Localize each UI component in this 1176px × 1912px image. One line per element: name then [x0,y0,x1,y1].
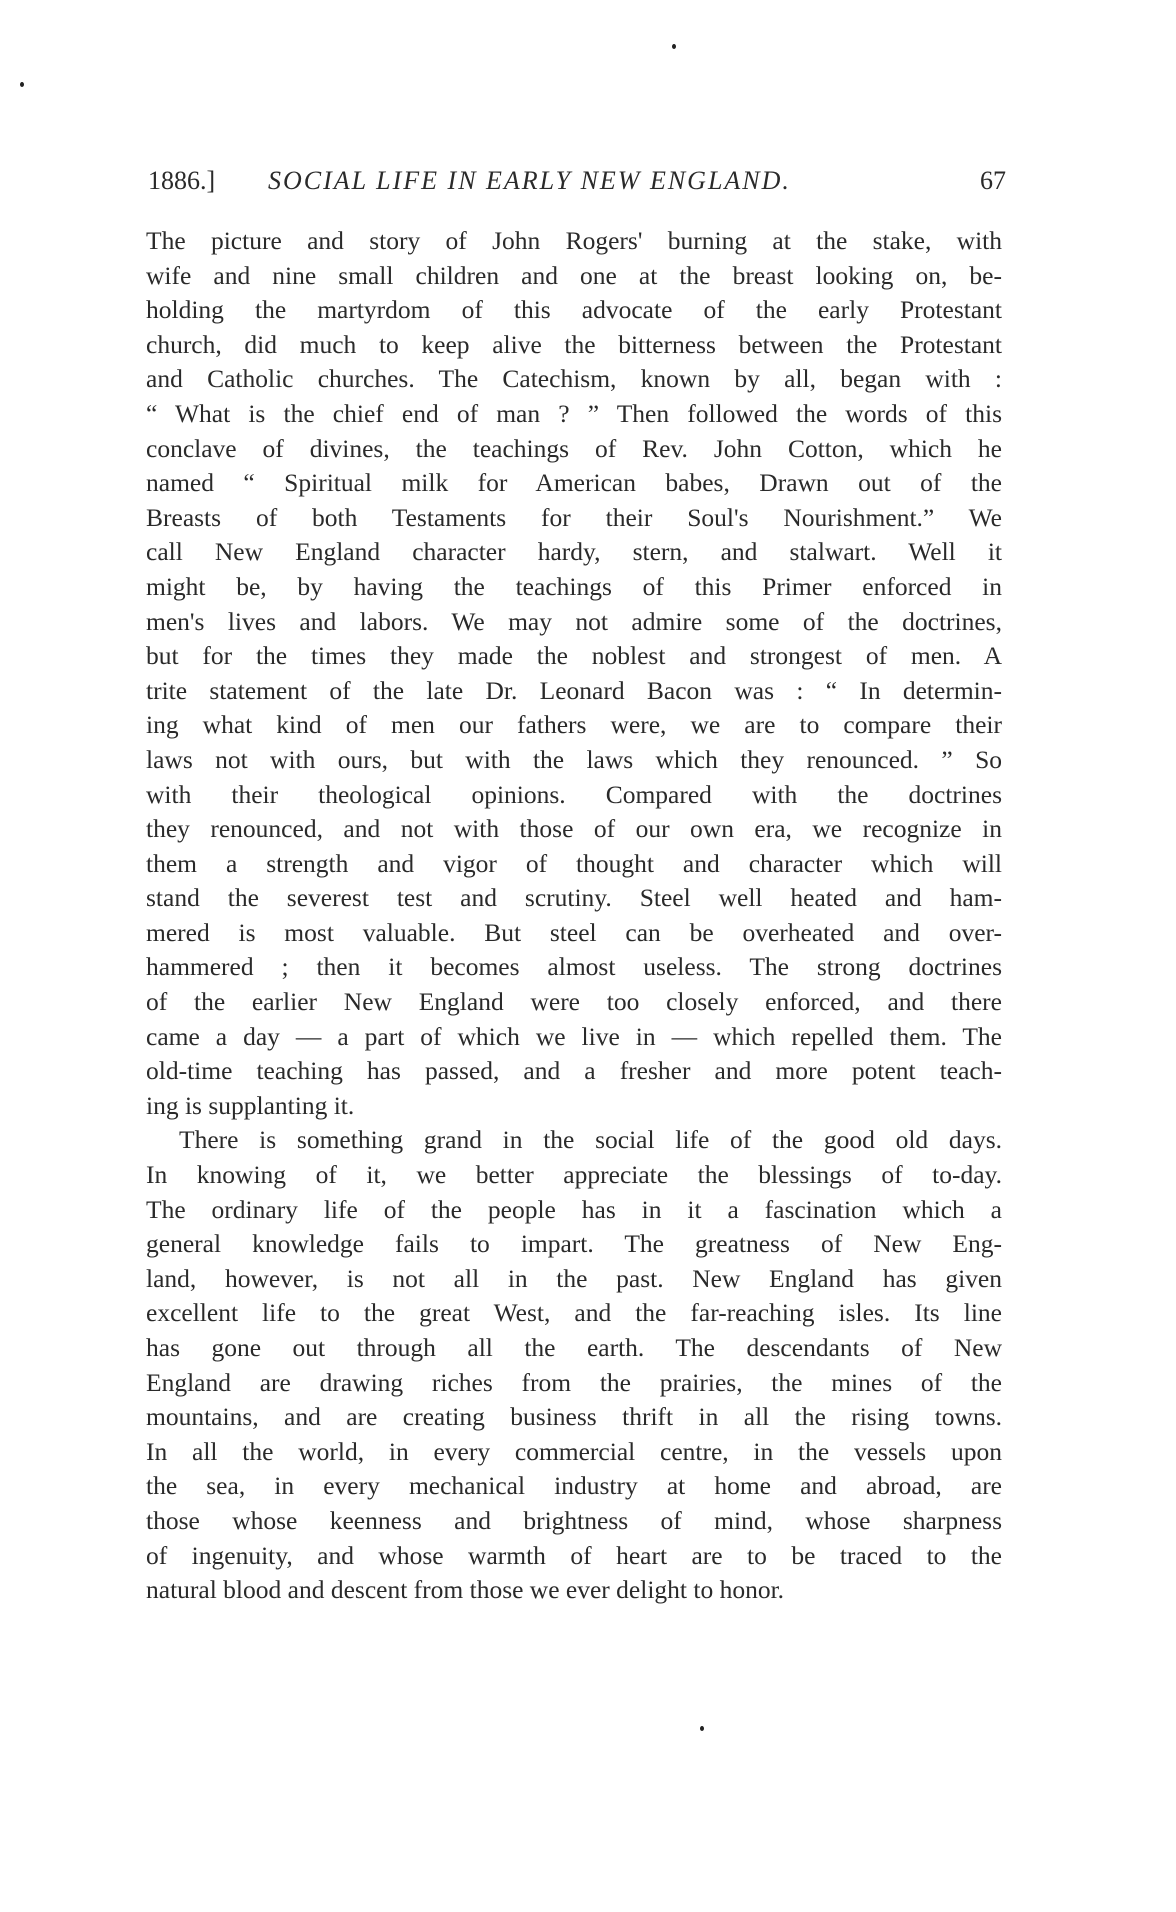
text-line: church, did much to keep alive the bitterness between the Protestant [146,329,1002,359]
text-line: England are drawing riches from the prairies, the mines of the [146,1367,1002,1397]
paragraph [146,224,1002,1123]
print-speck [700,1726,704,1731]
text-line: ing is supplanting it. [146,1090,355,1120]
text-line: Breasts of both Testaments for their Soul's Nourishment.” We [146,502,1002,532]
print-speck [672,44,676,49]
text-line: hammered ; then it becomes almost useless. The strong doctrines [146,952,1002,982]
text-line: holding the martyrdom of this advocate of the early Protestant [146,295,1002,325]
text-line: call New England character hardy, stern, and stalwart. Well it [146,537,1002,567]
text-line: but for the times they made the noblest and strongest of men. A [146,641,1002,671]
text-line: trite statement of the late Dr. Leonard Bacon was : “ In determin- [146,675,1002,705]
text-line: the sea, in every mechanical industry at home and abroad, are [146,1471,1002,1501]
text-line: has gone out through all the earth. The descendants of New [146,1333,1002,1362]
text-line: The picture and story of John Rogers' burning at the stake, with [146,226,1002,255]
text-line: with their theological opinions. Compared with the doctrines [146,779,1002,809]
text-line: There is something grand in the social life of the good old days. [179,1125,1002,1155]
text-line: and Catholic churches. The Catechism, known by all, began with : [146,364,1002,394]
header-year: 1886.] [148,166,216,195]
text-line: of ingenuity, and whose warmth of heart are to be traced to the [146,1540,1002,1570]
page-number: 67 [980,166,1006,195]
running-header [148,163,1006,199]
text-line: stand the severest test and scrutiny. Steel well heated and ham- [146,883,1002,913]
print-speck [20,82,24,87]
text-line: natural blood and descent from those we ever delight to honor. [146,1575,785,1605]
text-line: came a day — a part of which we live in — which repelled them. The [146,1021,1002,1051]
text-line: conclave of divines, the teachings of Rev. John Cotton, which he [146,433,1002,463]
text-line: The ordinary life of the people has in it a fascination which a [146,1194,1002,1224]
text-line: of the earlier New England were too closely enforced, and there [146,987,1002,1017]
text-line: “ What is the chief end of man ? ” Then followed the words of this [146,398,1002,428]
text-line: named “ Spiritual milk for American babes, Drawn out of the [146,468,1002,498]
text-line: laws not with ours, but with the laws which they renounced. ” So [146,744,1002,774]
text-line: In all the world, in every commercial centre, in the vessels upon [146,1436,1002,1466]
text-line: old-time teaching has passed, and a fresher and more potent teach- [146,1056,1002,1086]
text-line: men's lives and labors. We may not admire some of the doctrines, [146,606,1002,636]
text-line: those whose keenness and brightness of mind, whose sharpness [146,1505,1002,1535]
text-line: general knowledge fails to impart. The greatness of New Eng- [146,1229,1002,1259]
text-line: they renounced, and not with those of our own era, we recognize in [146,814,1002,844]
text-line: wife and nine small children and one at the breast looking on, be- [146,260,1002,290]
text-line: mountains, and are creating business thrift in all the rising towns. [146,1402,1002,1432]
text-line: ing what kind of men our fathers were, we are to compare their [146,710,1002,740]
text-line: In knowing of it, we better appreciate the blessings of to-day. [146,1160,1002,1190]
paragraph [146,1123,1002,1607]
text-line: land, however, is not all in the past. New England has given [146,1263,1002,1293]
text-line: excellent life to the great West, and the far-reaching isles. Its line [146,1298,1002,1328]
text-line: them a strength and vigor of thought and character which will [146,848,1002,878]
body-text [146,224,1002,1608]
running-title: SOCIAL LIFE IN EARLY NEW ENGLAND. [268,166,791,195]
text-line: mered is most valuable. But steel can be overheated and over- [146,917,1002,947]
text-line: might be, by having the teachings of this Primer enforced in [146,571,1002,601]
